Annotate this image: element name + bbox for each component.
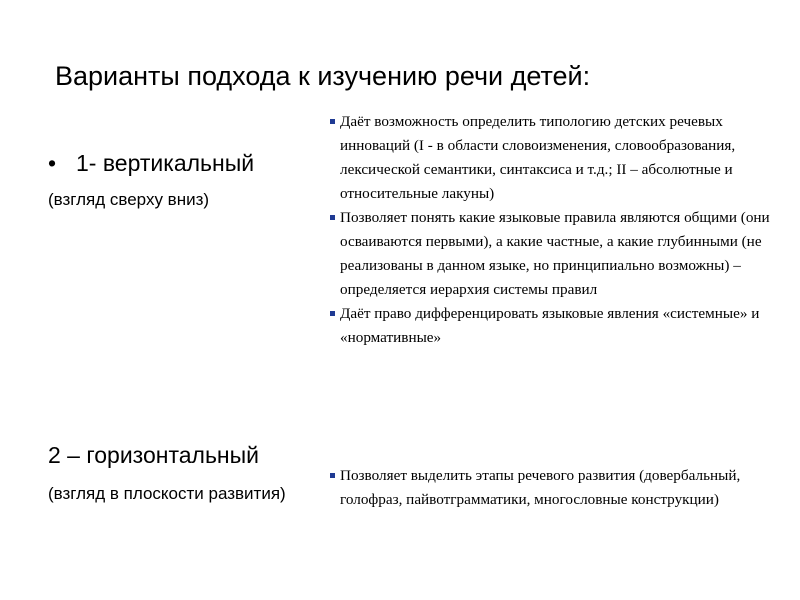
list-item xyxy=(328,302,783,350)
square-bullet-icon xyxy=(330,215,335,220)
list-item-text: Даёт возможность определить типологию детских речевых инноваций (I - в области словоизменения, словообразования, лексической семантики, синтаксиса и т.д.; II – абсолютные и относительные лакуны) xyxy=(340,113,736,202)
list-item-text: Позволяет выделить этапы речевого развития (довербальный, голофраз, пайвотграмматики, многословные конструкции) xyxy=(340,467,741,508)
vertical-heading xyxy=(48,148,254,178)
vertical-subtitle: (взгляд сверху вниз) xyxy=(48,190,210,209)
horizontal-subtitle: (взгляд в плоскости развития) xyxy=(48,484,286,503)
square-bullet-icon xyxy=(330,119,335,124)
vertical-heading-text: 1- вертикальный xyxy=(76,150,255,176)
list-item xyxy=(328,464,783,512)
vertical-points xyxy=(328,110,783,350)
horizontal-points xyxy=(328,464,783,512)
horizontal-approach xyxy=(48,440,286,506)
list-item-text: Позволяет понять какие языковые правила являются общими (они осваиваются первыми), а какие частные, а какие глубинными (не реализованы в данном языке, но принципиально возможны) – определяется иерархия системы правил xyxy=(340,209,770,298)
horizontal-heading: 2 – горизонтальный xyxy=(48,442,260,468)
vertical-approach xyxy=(48,148,254,212)
list-item xyxy=(328,110,783,206)
square-bullet-icon xyxy=(330,311,335,316)
list-item xyxy=(328,206,783,302)
bullet-icon: • xyxy=(48,150,57,176)
slide-title: Варианты подхода к изучению речи детей: xyxy=(55,61,591,91)
list-item-text: Даёт право дифференцировать языковые явления «системные» и «нормативные» xyxy=(340,305,760,346)
square-bullet-icon xyxy=(330,473,335,478)
